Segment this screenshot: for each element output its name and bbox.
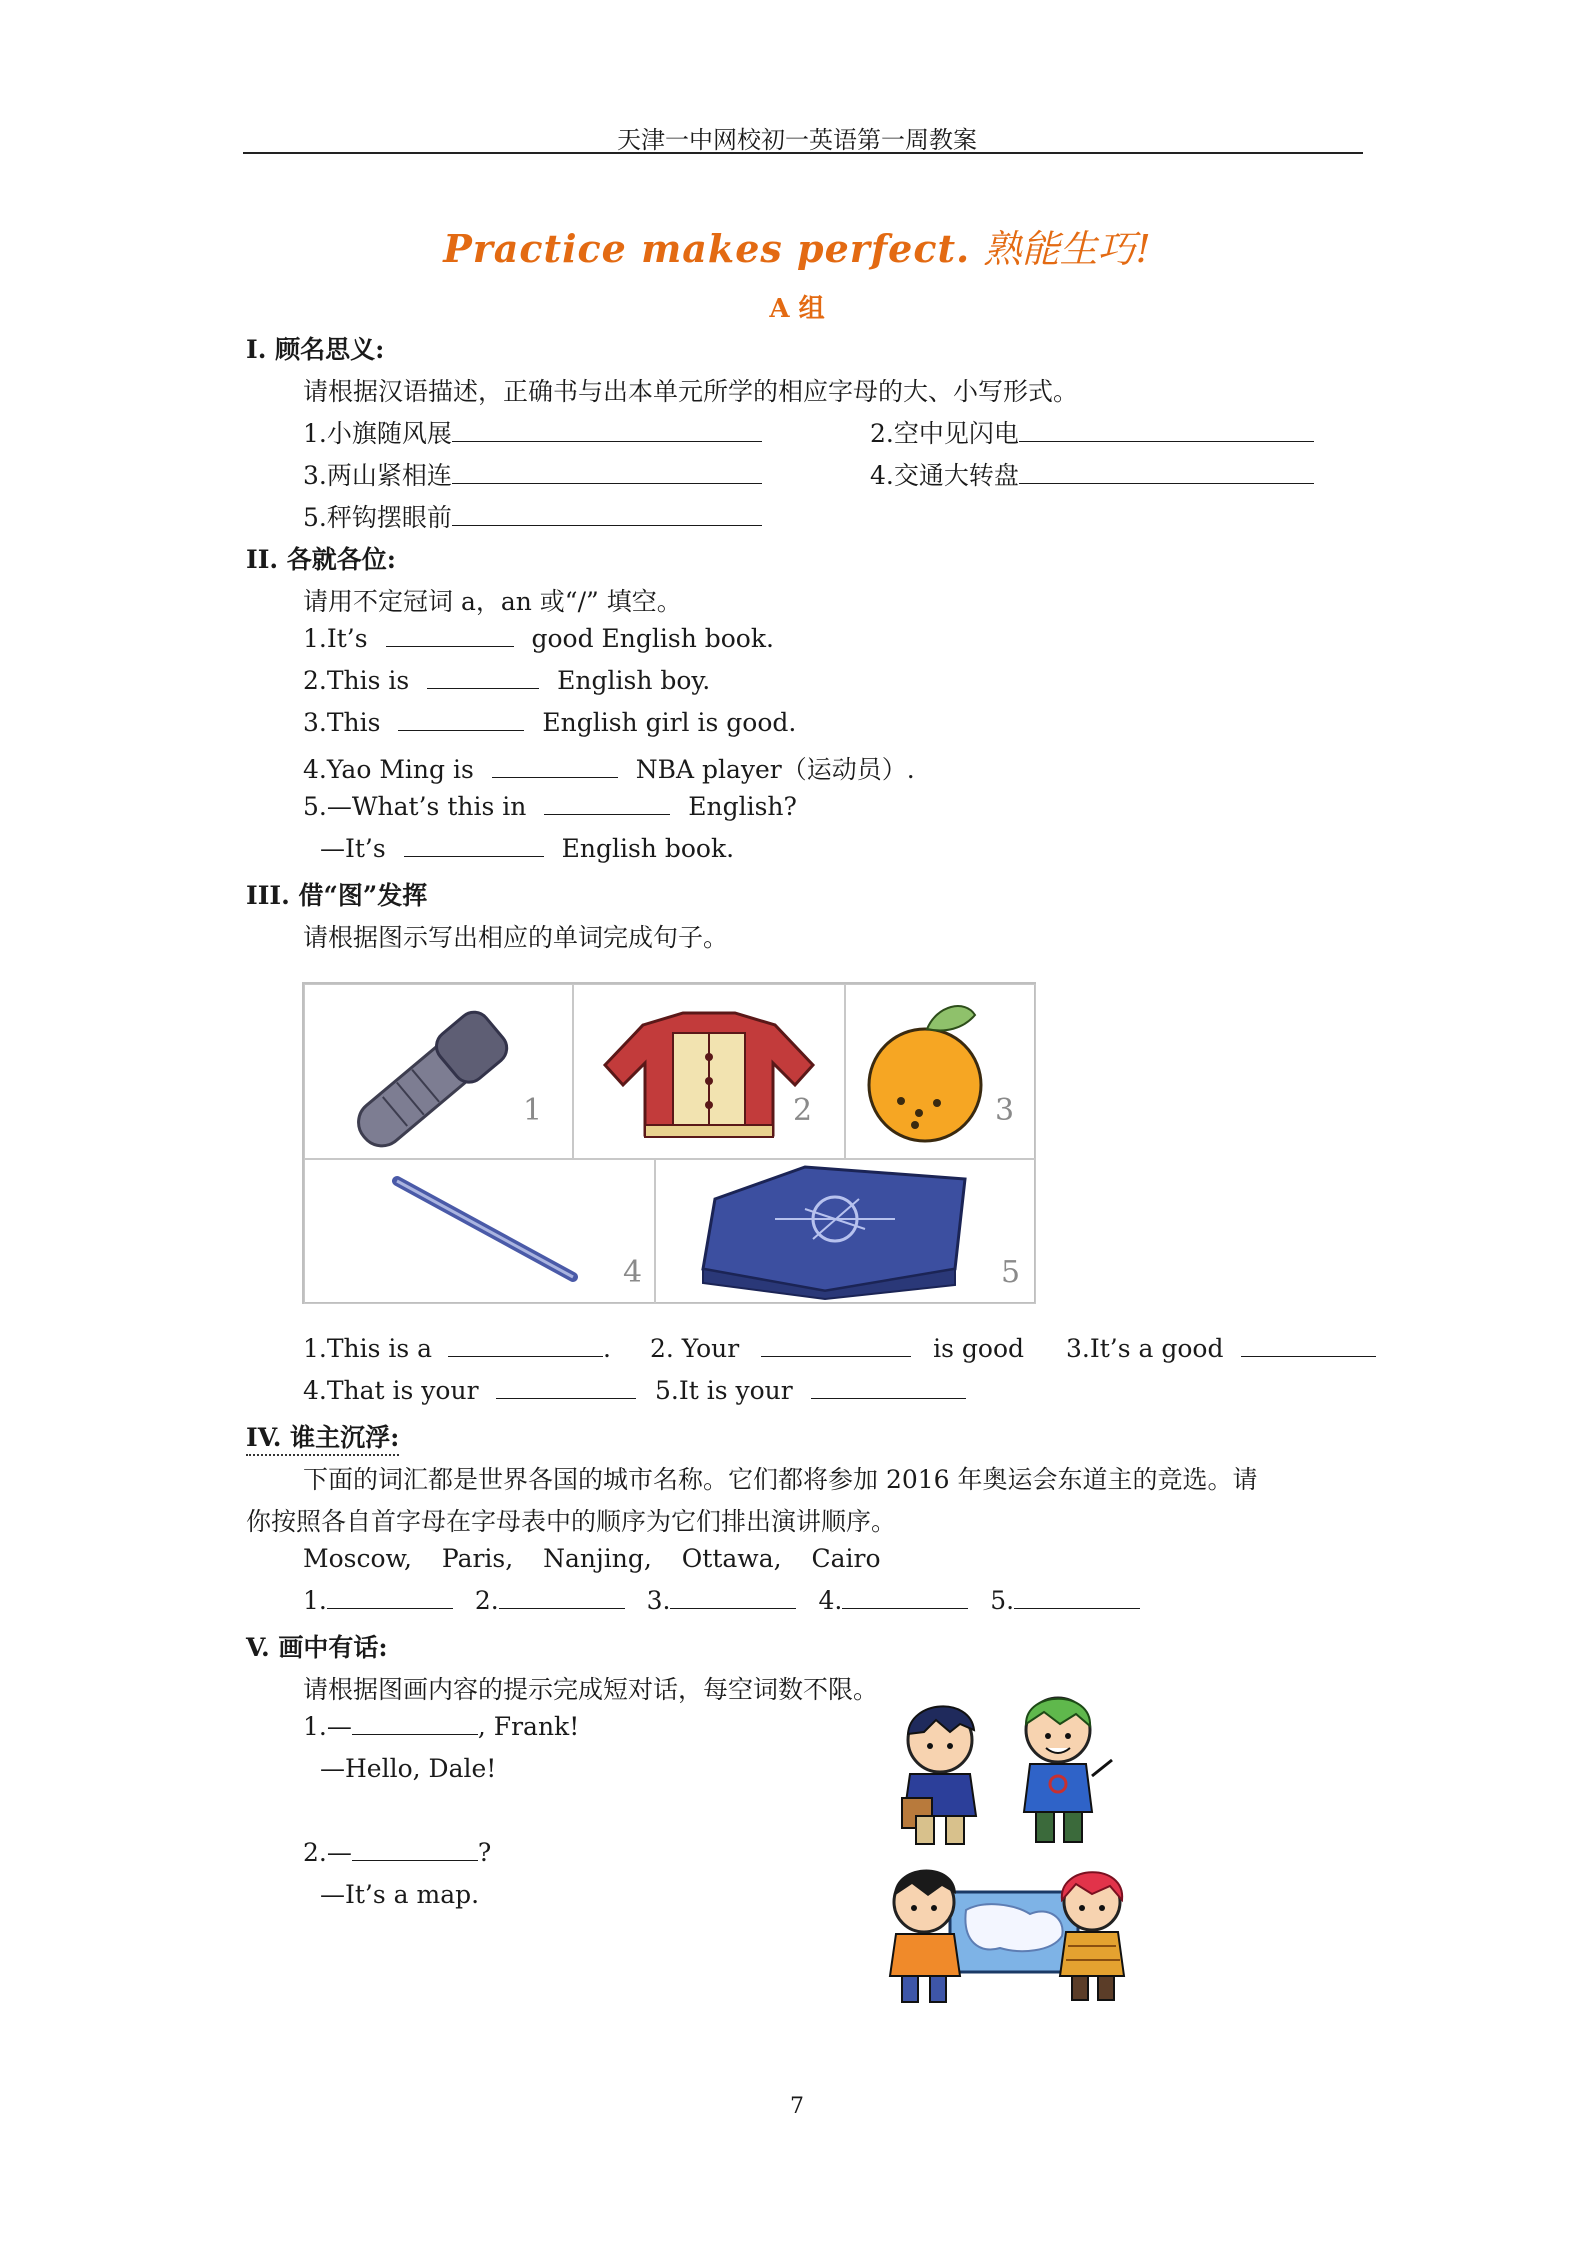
dialogue-suffix: , Frank! bbox=[477, 1712, 580, 1741]
s2-item-label: 5.—What’s this in bbox=[303, 792, 527, 821]
section-1-heading: I. 顾名思义: bbox=[246, 335, 385, 364]
ruler-icon bbox=[305, 1159, 655, 1303]
city-name: Nanjing, bbox=[543, 1544, 652, 1573]
dialogue-prefix: 2.— bbox=[303, 1838, 352, 1867]
s3-sentence-2 bbox=[650, 1334, 1024, 1363]
group-label: A 组 bbox=[769, 294, 825, 324]
s1-item-4-label: 4.交通大转盘 bbox=[870, 461, 1019, 490]
s2-item-label: 2.This is bbox=[303, 666, 410, 695]
picture-number-4: 4 bbox=[623, 1255, 643, 1290]
order-blanks bbox=[303, 1586, 1140, 1615]
s2-item-5 bbox=[303, 792, 797, 821]
s2-item-label: 3.This bbox=[303, 708, 381, 737]
order-label: 3. bbox=[646, 1586, 671, 1615]
s3-sentence-1-text: 1.This is a bbox=[303, 1334, 433, 1363]
section-1-instruction: 请根据汉语描述，正确书与出本单元所学的相应字母的大、小写形式。 bbox=[303, 377, 1079, 406]
picture-cell-3 bbox=[844, 984, 1036, 1160]
order-label: 1. bbox=[303, 1586, 327, 1615]
answer-blank[interactable] bbox=[452, 461, 762, 484]
answer-blank[interactable] bbox=[492, 755, 618, 778]
pen-icon bbox=[305, 985, 573, 1159]
s2-item-5-reply bbox=[320, 834, 734, 863]
dialogue-1-line-1 bbox=[303, 1712, 579, 1741]
picture-number-2: 2 bbox=[793, 1093, 813, 1128]
section-4-heading: IV. 谁主沉浮: bbox=[246, 1418, 399, 1456]
city-list bbox=[303, 1544, 881, 1573]
picture-cell-4 bbox=[304, 1158, 656, 1304]
s1-item-4 bbox=[870, 456, 1314, 492]
answer-blank[interactable] bbox=[811, 1376, 966, 1399]
s1-item-2-label: 2.空中见闪电 bbox=[870, 419, 1019, 448]
s2-item-rest: English book. bbox=[561, 834, 735, 863]
s2-item-4 bbox=[303, 750, 915, 786]
page-title bbox=[0, 218, 1594, 273]
answer-blank[interactable] bbox=[327, 1586, 453, 1609]
s3-sentence-1-end: . bbox=[603, 1334, 611, 1363]
answer-blank[interactable] bbox=[544, 792, 670, 815]
section-3-instruction: 请根据图示写出相应的单词完成句子。 bbox=[303, 923, 729, 952]
section-4-paragraph-line-1: 下面的词汇都是世界各国的城市名称。它们都将参加 2016 年奥运会东道主的竞选。请 bbox=[303, 1465, 1258, 1494]
section-3-heading: III. 借“图”发挥 bbox=[246, 881, 428, 910]
s3-sentence-3-text: 3.It’s a good bbox=[1066, 1334, 1224, 1363]
s3-sentence-2-end: is good bbox=[933, 1334, 1025, 1363]
answer-blank[interactable] bbox=[352, 1712, 478, 1735]
page-number: 7 bbox=[790, 2094, 804, 2119]
s3-sentence-1 bbox=[303, 1334, 611, 1363]
answer-blank[interactable] bbox=[448, 1334, 603, 1357]
section-2-heading: II. 各就各位: bbox=[246, 545, 397, 574]
s1-item-3-label: 3.两山紧相连 bbox=[303, 461, 452, 490]
s2-item-rest: NBA player（运动员）. bbox=[635, 755, 915, 784]
picture-number-5: 5 bbox=[1001, 1255, 1021, 1290]
answer-blank[interactable] bbox=[386, 624, 514, 647]
greeting-cartoon-image bbox=[880, 1690, 1120, 1850]
s1-item-3 bbox=[303, 456, 762, 492]
answer-blank[interactable] bbox=[842, 1586, 968, 1609]
answer-blank[interactable] bbox=[452, 419, 762, 442]
s3-sentence-5-text: 5.It is your bbox=[655, 1376, 793, 1405]
s2-item-2 bbox=[303, 666, 710, 695]
answer-blank[interactable] bbox=[1019, 419, 1314, 442]
s2-item-rest: English? bbox=[688, 792, 797, 821]
section-2-instruction: 请用不定冠词 a，an 或“/” 填空。 bbox=[303, 587, 682, 616]
s1-item-5 bbox=[303, 498, 762, 534]
section-5-heading: V. 画中有话: bbox=[246, 1633, 388, 1662]
section-4-paragraph-line-2: 你按照各自首字母在字母表中的顺序为它们排出演讲顺序。 bbox=[246, 1507, 897, 1536]
title-english: Practice makes perfect. bbox=[443, 226, 971, 271]
page-header-title: 天津一中网校初一英语第一周教案 bbox=[617, 126, 977, 154]
city-name: Moscow, bbox=[303, 1544, 412, 1573]
section-5-instruction: 请根据图画内容的提示完成短对话，每空词数不限。 bbox=[303, 1675, 879, 1704]
s3-sentence-4 bbox=[303, 1376, 636, 1405]
header-divider bbox=[243, 152, 1363, 154]
answer-blank[interactable] bbox=[496, 1376, 636, 1399]
map-cartoon-image bbox=[880, 1856, 1130, 2006]
answer-blank[interactable] bbox=[1014, 1586, 1140, 1609]
s2-item-label: 4.Yao Ming is bbox=[303, 755, 474, 784]
dialogue-prefix: 1.— bbox=[303, 1712, 352, 1741]
dialogue-2-line-1 bbox=[303, 1838, 491, 1867]
picture-cell-1 bbox=[304, 984, 574, 1160]
s2-item-rest: English boy. bbox=[557, 666, 711, 695]
answer-blank[interactable] bbox=[452, 503, 762, 526]
answer-blank[interactable] bbox=[352, 1838, 478, 1861]
s2-item-3 bbox=[303, 708, 796, 737]
s1-item-5-label: 5.秤钩摆眼前 bbox=[303, 503, 452, 532]
s2-item-1 bbox=[303, 624, 774, 653]
s3-sentence-2-text: 2. Your bbox=[650, 1334, 740, 1363]
picture-panel bbox=[302, 982, 1036, 1304]
city-name: Ottawa, bbox=[681, 1544, 782, 1573]
answer-blank[interactable] bbox=[499, 1586, 625, 1609]
orange-icon bbox=[845, 985, 1035, 1159]
answer-blank[interactable] bbox=[670, 1586, 796, 1609]
s1-item-1 bbox=[303, 414, 762, 450]
quilt-icon bbox=[655, 1159, 1035, 1303]
s3-sentence-4-text: 4.That is your bbox=[303, 1376, 479, 1405]
city-name: Paris, bbox=[441, 1544, 514, 1573]
answer-blank[interactable] bbox=[1019, 461, 1314, 484]
s2-item-label: 1.It’s bbox=[303, 624, 368, 653]
dialogue-suffix: ? bbox=[477, 1838, 492, 1867]
answer-blank[interactable] bbox=[404, 834, 544, 857]
answer-blank[interactable] bbox=[398, 708, 524, 731]
s3-sentence-3 bbox=[1066, 1334, 1376, 1363]
dialogue-1-reply: —Hello, Dale! bbox=[320, 1754, 497, 1783]
order-label: 2. bbox=[474, 1586, 499, 1615]
picture-cell-2 bbox=[572, 984, 846, 1160]
dialogue-2-reply: —It’s a map. bbox=[320, 1880, 480, 1909]
answer-blank[interactable] bbox=[761, 1334, 911, 1357]
title-chinese: 熟能生巧! bbox=[983, 227, 1151, 271]
picture-cell-5 bbox=[654, 1158, 1036, 1304]
picture-number-1: 1 bbox=[523, 1093, 543, 1128]
s2-item-label: —It’s bbox=[320, 834, 386, 863]
s3-sentence-5 bbox=[655, 1376, 966, 1405]
order-label: 4. bbox=[818, 1586, 843, 1615]
s2-item-rest: English girl is good. bbox=[542, 708, 797, 737]
jacket-icon bbox=[573, 985, 845, 1159]
s1-item-1-label: 1.小旗随风展 bbox=[303, 419, 452, 448]
order-label: 5. bbox=[990, 1586, 1015, 1615]
answer-blank[interactable] bbox=[1241, 1334, 1376, 1357]
s1-item-2 bbox=[870, 414, 1314, 450]
answer-blank[interactable] bbox=[427, 666, 539, 689]
city-name: Cairo bbox=[811, 1544, 881, 1573]
s2-item-rest: good English book. bbox=[531, 624, 774, 653]
picture-number-3: 3 bbox=[995, 1093, 1015, 1128]
